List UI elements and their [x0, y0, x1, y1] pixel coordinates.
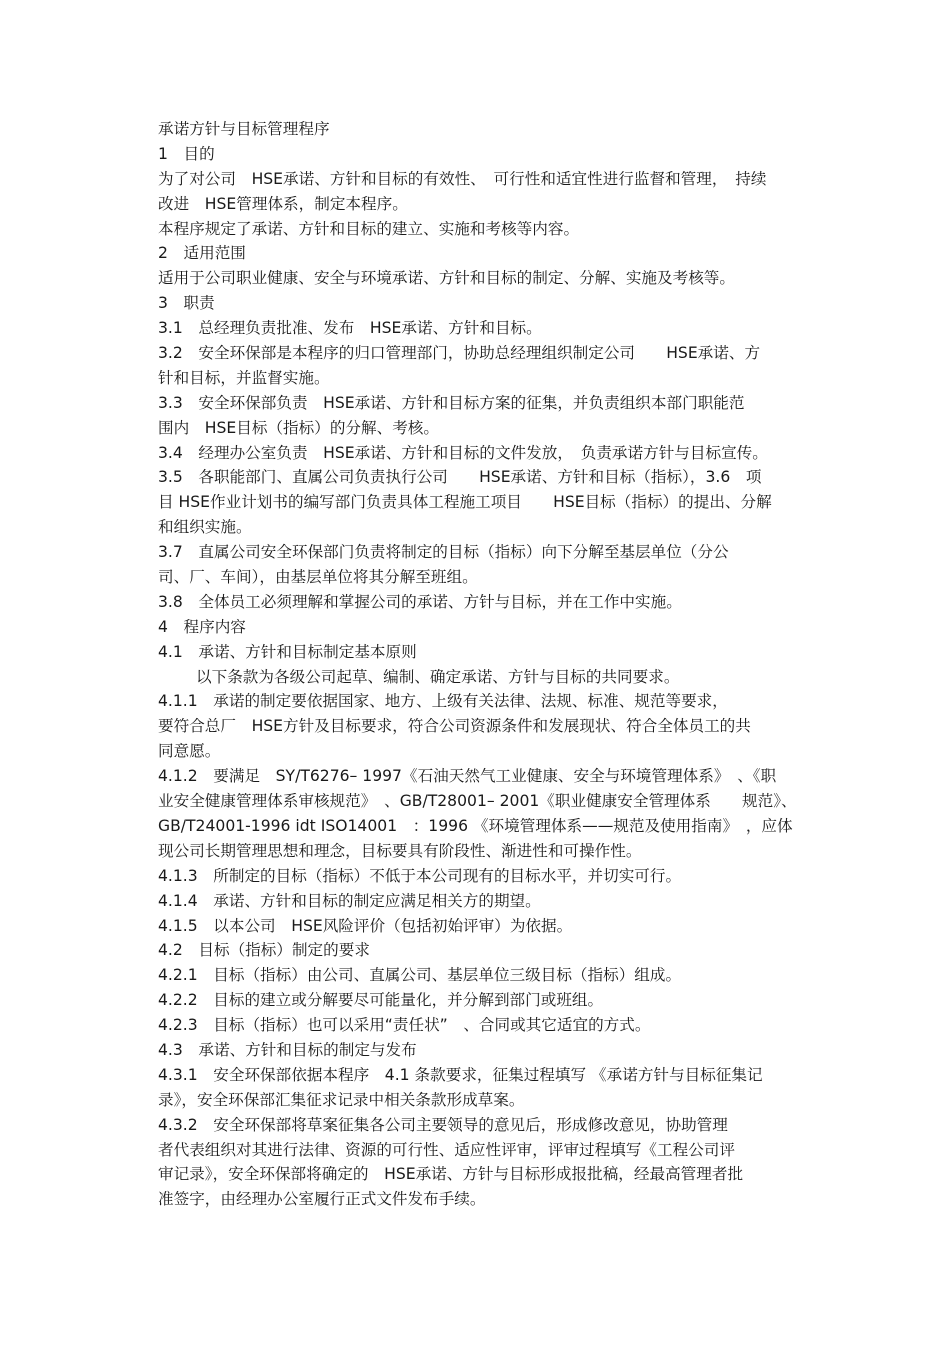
section-heading: 3 职责 — [158, 294, 215, 313]
paragraph-line: 本程序规定了承诺、方针和目标的建立、实施和考核等内容。 — [158, 219, 580, 238]
paragraph-line: 3.4 经理办公室负责 HSE承诺、方针和目标的文件发放， 负责承诺方针与目标宣传。 — [158, 443, 768, 462]
paragraph-line: 3.2 安全环保部是本程序的归口管理部门，协助总经理组织制定公司 HSE承诺、方 — [158, 344, 761, 363]
paragraph-line: 围内 HSE目标（指标）的分解、考核。 — [158, 418, 439, 437]
paragraph-line: 录》，安全环保部汇集征求记录中相关条款形成草案。 — [158, 1090, 525, 1109]
document-title: 承诺方针与目标管理程序 — [158, 120, 330, 138]
paragraph-line: 目 HSE作业计划书的编写部门负责具体工程施工项目 HSE目标（指标）的提出、分解 — [158, 493, 772, 512]
paragraph-line: 4.2.3 目标（指标）也可以采用“责任状” 、合同或其它适宜的方式。 — [158, 1016, 651, 1035]
paragraph-line: GB/T24001-1996 idt ISO14001 ：1996 《环境管理体系——规范及使用指南》 ，应体 — [158, 816, 793, 835]
subsection-heading: 4.2 目标（指标）制定的要求 — [158, 941, 370, 960]
subsection-heading: 4.1 承诺、方针和目标制定基本原则 — [158, 642, 417, 661]
paragraph-line: 和组织实施。 — [158, 518, 252, 537]
section-heading: 1 目的 — [158, 144, 215, 163]
paragraph-line: 司、厂、车间），由基层单位将其分解至班组。 — [158, 568, 478, 587]
paragraph-line: 4.3.2 安全环保部将草案征集各公司主要领导的意见后，形成修改意见，协助管理 — [158, 1115, 728, 1134]
paragraph-line: 4.3.1 安全环保部依据本程序 4.1 条款要求，征集过程填写 《承诺方针与目标征集记 — [158, 1065, 763, 1084]
section-heading: 4 程序内容 — [158, 617, 246, 636]
paragraph-line: 业安全健康管理体系审核规范》 、GB/T28001– 2001《职业健康安全管理体系 规范》、 — [158, 792, 797, 811]
paragraph-line: 3.7 直属公司安全环保部门负责将制定的目标（指标）向下分解至基层单位（分公 — [158, 543, 729, 562]
paragraph-line: 要符合总厂 HSE方针及目标要求，符合公司资源条件和发展现状、符合全体员工的共 — [158, 717, 751, 736]
paragraph-line: 4.2.1 目标（指标）由公司、直属公司、基层单位三级目标（指标）组成。 — [158, 966, 682, 985]
section-heading: 2 适用范围 — [158, 244, 246, 263]
paragraph-line: 4.1.3 所制定的目标（指标）不低于本公司现有的目标水平，并切实可行。 — [158, 866, 682, 885]
paragraph-line: 同意愿。 — [158, 742, 221, 761]
paragraph-line: 4.1.1 承诺的制定要依据国家、地方、上级有关法律、法规、标准、规范等要求， — [158, 692, 728, 711]
paragraph-line: 以下条款为各级公司起草、编制、确定承诺、方针与目标的共同要求。 — [196, 667, 680, 686]
paragraph-line: 者代表组织对其进行法律、资源的可行性、适应性评审，评审过程填写《工程公司评 — [158, 1140, 735, 1159]
paragraph-line: 现公司长期管理思想和理念，目标要具有阶段性、渐进性和可操作性。 — [158, 841, 642, 860]
paragraph-line: 针和目标，并监督实施。 — [158, 368, 330, 387]
paragraph-line: 4.1.4 承诺、方针和目标的制定应满足相关方的期望。 — [158, 891, 541, 910]
paragraph-line: 3.5 各职能部门、直属公司负责执行公司 HSE承诺、方针和目标（指标），3.6 项 — [158, 468, 762, 487]
subsection-heading: 4.3 承诺、方针和目标的制定与发布 — [158, 1040, 417, 1059]
paragraph-line: 准签字，由经理办公室履行正式文件发布手续。 — [158, 1190, 486, 1209]
paragraph-line: 4.1.5 以本公司 HSE风险评价（包括初始评审）为依据。 — [158, 916, 573, 935]
paragraph-line: 3.8 全体员工必须理解和掌握公司的承诺、方针与目标，并在工作中实施。 — [158, 592, 682, 611]
paragraph-line: 3.3 安全环保部负责 HSE承诺、方针和目标方案的征集，并负责组织本部门职能范 — [158, 393, 745, 412]
document-body — [158, 117, 864, 1212]
paragraph-line: 审记录》，安全环保部将确定的 HSE承诺、方针与目标形成报批稿，经最高管理者批 — [158, 1165, 744, 1184]
paragraph-line: 4.2.2 目标的建立或分解要尽可能量化，并分解到部门或班组。 — [158, 991, 604, 1010]
paragraph-line: 4.1.2 要满足 SY/T6276– 1997《石油天然气工业健康、安全与环境管理体系》 、《职 — [158, 767, 777, 786]
paragraph-line: 3.1 总经理负责批准、发布 HSE承诺、方针和目标。 — [158, 319, 542, 338]
paragraph-line: 为了对公司 HSE承诺、方针和目标的有效性、 可行性和适宜性进行监督和管理， 持续 — [158, 169, 767, 188]
paragraph-line: 改进 HSE管理体系，制定本程序。 — [158, 194, 408, 213]
paragraph-line: 适用于公司职业健康、安全与环境承诺、方针和目标的制定、分解、实施及考核等。 — [158, 269, 735, 288]
